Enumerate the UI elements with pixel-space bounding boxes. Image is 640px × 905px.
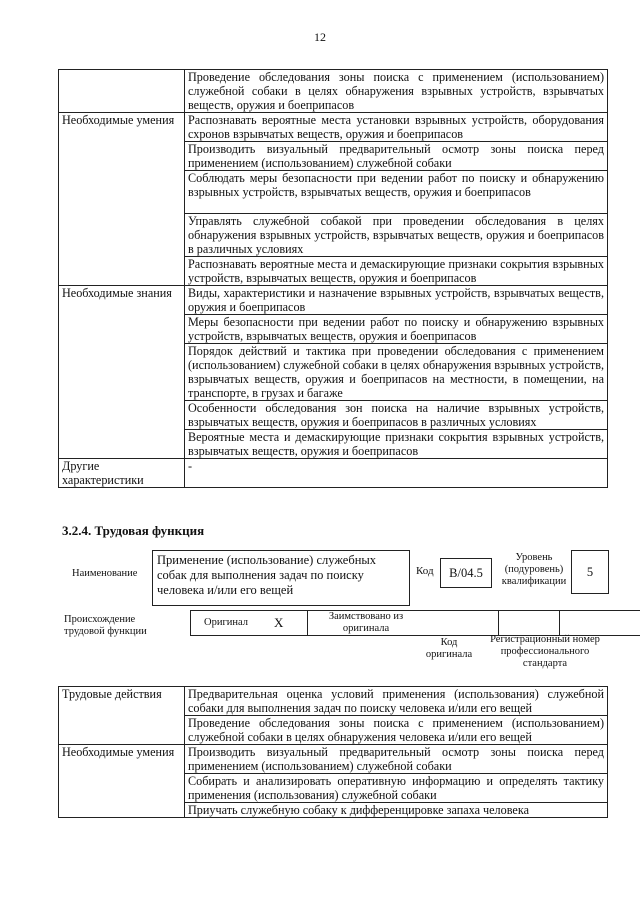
labor-actions-table (58, 686, 608, 818)
row-label-skills: Необходимые умения (59, 745, 185, 818)
level-value-box: 5 (571, 550, 609, 594)
row-text: Производить визуальный предварительный осмотр зоны поиска перед применением (использованием) служебной собаки (185, 142, 608, 171)
row-text: Соблюдать меры безопасности при ведении работ по поиску и обнаружению взрывных устройств, взрывчатых веществ, оружия и боеприпасов (185, 171, 608, 214)
row-label-knowledge: Необходимые знания (59, 286, 185, 459)
origin-mark: X (274, 615, 284, 630)
skills-knowledge-table (58, 69, 608, 488)
section-heading: 3.2.4. Трудовая функция (62, 523, 205, 538)
origin-original-label: Оригинал (204, 617, 248, 628)
row-label-actions: Трудовые действия (59, 687, 185, 745)
table-row (59, 286, 608, 315)
row-text: Производить визуальный предварительный осмотр зоны поиска перед применением (использованием) служебной собаки (185, 745, 608, 774)
table-row (59, 459, 608, 488)
row-text: Управлять служебной собакой при проведении обследования в целях обнаружения взрывных устройств, взрывчатых веществ, оружия и боеприпасов в различных условиях (185, 214, 608, 257)
reg-number-label: Регистрационный номер профессионального стандарта (490, 634, 600, 669)
row-text: Особенности обследования зон поиска на наличие взрывных устройств, взрывчатых веществ, оружия и боеприпасов в различных условиях (185, 401, 608, 430)
row-text: Вероятные места и демаскирующие признаки сокрытия взрывных устройств, взрывчатых веществ, оружия и боеприпасов (185, 430, 608, 459)
origin-code-cell (498, 610, 560, 636)
row-text: Приучать служебную собаку к дифференцировке запаха человека (185, 803, 608, 818)
code-label: Код (416, 565, 434, 577)
name-label: Наименование (72, 568, 138, 579)
origin-borrowed-label: Заимствовано из оригинала (328, 611, 404, 634)
row-text: Виды, характеристики и назначение взрывных устройств, взрывчатых веществ, оружия и боеприпасов (185, 286, 608, 315)
function-code-box: В/04.5 (440, 558, 492, 588)
row-text: Собирать и анализировать оперативную информацию и определять тактику применения (использования) служебной собаки (185, 774, 608, 803)
row-label-other: Другие характеристики (59, 459, 185, 488)
row-text: Проведение обследования зоны поиска с применением (использованием) служебной собаки в целях обнаружения человека и/или его вещей (185, 716, 608, 745)
table-row (59, 687, 608, 716)
row-label-skills: Необходимые умения (59, 113, 185, 286)
origin-reg-cell (559, 610, 640, 636)
row-text: Предварительная оценка условий применения (использования) служебной собаки для выполнения задач по поиску человека и/или его вещей (185, 687, 608, 716)
row-text: Меры безопасности при ведении работ по поиску и обнаружению взрывных устройств, взрывчатых веществ, оружия и боеприпасов (185, 315, 608, 344)
row-text: Распознавать вероятные места и демаскирующие признаки сокрытия взрывных устройств, взрывчатых веществ, оружия и боеприпасов (185, 257, 608, 286)
row-text: Распознавать вероятные места установки взрывных устройств, оборудования схронов взрывчатых веществ, оружия и боеприпасов (185, 113, 608, 142)
level-label: Уровень (подуровень) квалификации (501, 552, 567, 587)
table-row (59, 745, 608, 774)
row-text: Проведение обследования зоны поиска с применением (использованием) служебной собаки в целях обнаружения взрывных устройств, взрывчатых веществ, оружия и боеприпасов (185, 70, 608, 113)
origin-label: Происхождение трудовой функции (64, 614, 147, 637)
table-row (59, 70, 608, 113)
row-text: Порядок действий и тактика при проведении обследования с применением (использованием) служебной собаки в целях обнаружения взрывных устройств, взрывчатых веществ, оружия и боеприпасов на местности, в помещении, на транспорте, в грузах и багаже (185, 344, 608, 401)
row-text: - (185, 459, 608, 488)
row-label (59, 70, 185, 113)
page-number: 12 (314, 30, 326, 44)
table-row (59, 113, 608, 142)
function-name-box: Применение (использование) служебных собак для выполнения задач по поиску человека и/или его вещей (152, 550, 410, 606)
code-original-label: Код оригинала (425, 637, 473, 660)
